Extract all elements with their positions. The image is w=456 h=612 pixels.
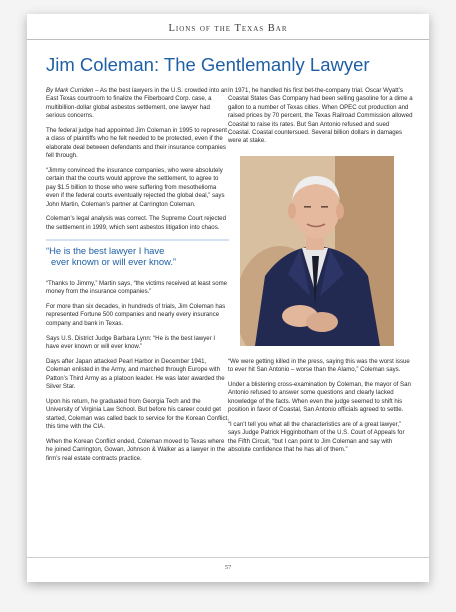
footer-divider bbox=[27, 557, 429, 558]
paragraph: For more than six decades, in hundreds of trials, Jim Coleman has represented Fortune 500 companies and nearly every insurance company and bank in Texas. bbox=[46, 303, 226, 327]
paragraph: Says U.S. District Judge Barbara Lynn: “He is the best lawyer I have ever known or will ever know.” bbox=[46, 334, 216, 351]
article-title: Jim Coleman: The Gentlemanly Lawyer bbox=[46, 54, 370, 75]
paragraph: “Jimmy convinced the insurance companies, who were absolutely certain that the courts would approve the settlement, to agree to pay $1.5 billion to those who were suffering from mesothelioma even if the federal courts eventually rejected the global deal,” says John Martin, Coleman’s partner at Carrington Coleman. bbox=[46, 167, 225, 208]
page-number: 57 bbox=[224, 564, 232, 571]
pull-quote bbox=[46, 239, 229, 274]
magazine-page bbox=[27, 14, 429, 582]
byline: By Mark Curriden bbox=[46, 87, 94, 94]
paragraph: Under a blistering cross-examination by Coleman, the mayor of San Antonio refused to answer some questions and clearly lacked knowledge of the facts. When even the judge seemed to shift his position in favor of Coastal, San Antonio officials agreed to settle. bbox=[228, 381, 411, 414]
paragraph-intro bbox=[46, 87, 229, 121]
left-column bbox=[46, 87, 229, 470]
paragraph: “We were getting killed in the press, saying this was the worst issue to ever hit San Antonio – worse than the Alamo,” Coleman says. bbox=[228, 357, 410, 374]
paragraph: Days after Japan attacked Pearl Harbor in December 1941, Coleman enlisted in the Army, and marched through Europe with Patton’s Third Army as a platoon leader. He was later awarded the Silver Star. bbox=[46, 357, 225, 391]
paragraph: Coleman’s legal analysis was correct. The Supreme Court rejected the settlement in 1999, which sent asbestos litigation into chaos. bbox=[46, 215, 226, 231]
portrait-illustration bbox=[240, 156, 394, 346]
paragraph: In 1971, he handled his first bet-the-company trial. Oscar Wyatt’s Coastal States Gas Company had been selling gasoline for a dime a gallon to a number of Texas cities. When OPEC cut production and raised prices by 70 percent, the Texas Railroad Commission allowed Coastal to raise its rates. But San Antonio refused and sued Coastal. Coastal countersued. Several billion dollars in damages were at stake. bbox=[228, 87, 413, 145]
right-column bbox=[228, 87, 413, 461]
portrait-photo bbox=[240, 156, 394, 346]
paragraph: The federal judge had appointed Jim Coleman in 1995 to represent a class of plaintiffs who he felt needed to be protected, even if the elaborate deal between defendants and their insurance companies fell through. bbox=[46, 127, 227, 160]
paragraph-text: – As the best lawyers in the U.S. crowded into an East Texas courtroom to finalize the Fiberboard Corp. case, a multibillion-dollar global asbestos settlement, one lawyer had serious concerns. bbox=[46, 87, 228, 120]
paragraph: “Thanks to Jimmy,” Martin says, “the victims received at least some money from the insurance companies.” bbox=[46, 279, 228, 296]
header-divider bbox=[27, 39, 429, 40]
pull-quote-line: ever known or will ever know.” bbox=[51, 256, 177, 268]
section-header: Lions of the Texas Bar bbox=[168, 23, 288, 34]
paragraph: Upon his return, he graduated from Georgia Tech and the University of Virginia Law School. But before his career could get started, Coleman was called back to service for the Korean Conflict, this time with the CIA. bbox=[46, 397, 229, 431]
paragraph: When the Korean Conflict ended, Coleman moved to Texas where he joined Carrington, Gowan, Johnson & Walker as a lawyer in the firm’s real estate contracts practice. bbox=[46, 437, 226, 462]
paragraph: “I can’t tell you what all the characteristics are of a great lawyer,” says Judge Patrick Higginbotham of the U.S. Court of Appeals for the Fifth Circuit, “but I can point to Jim Coleman and say with absolute confidence that he has all of them.” bbox=[228, 421, 405, 454]
pull-quote-line: “He is the best lawyer I have bbox=[46, 244, 165, 256]
